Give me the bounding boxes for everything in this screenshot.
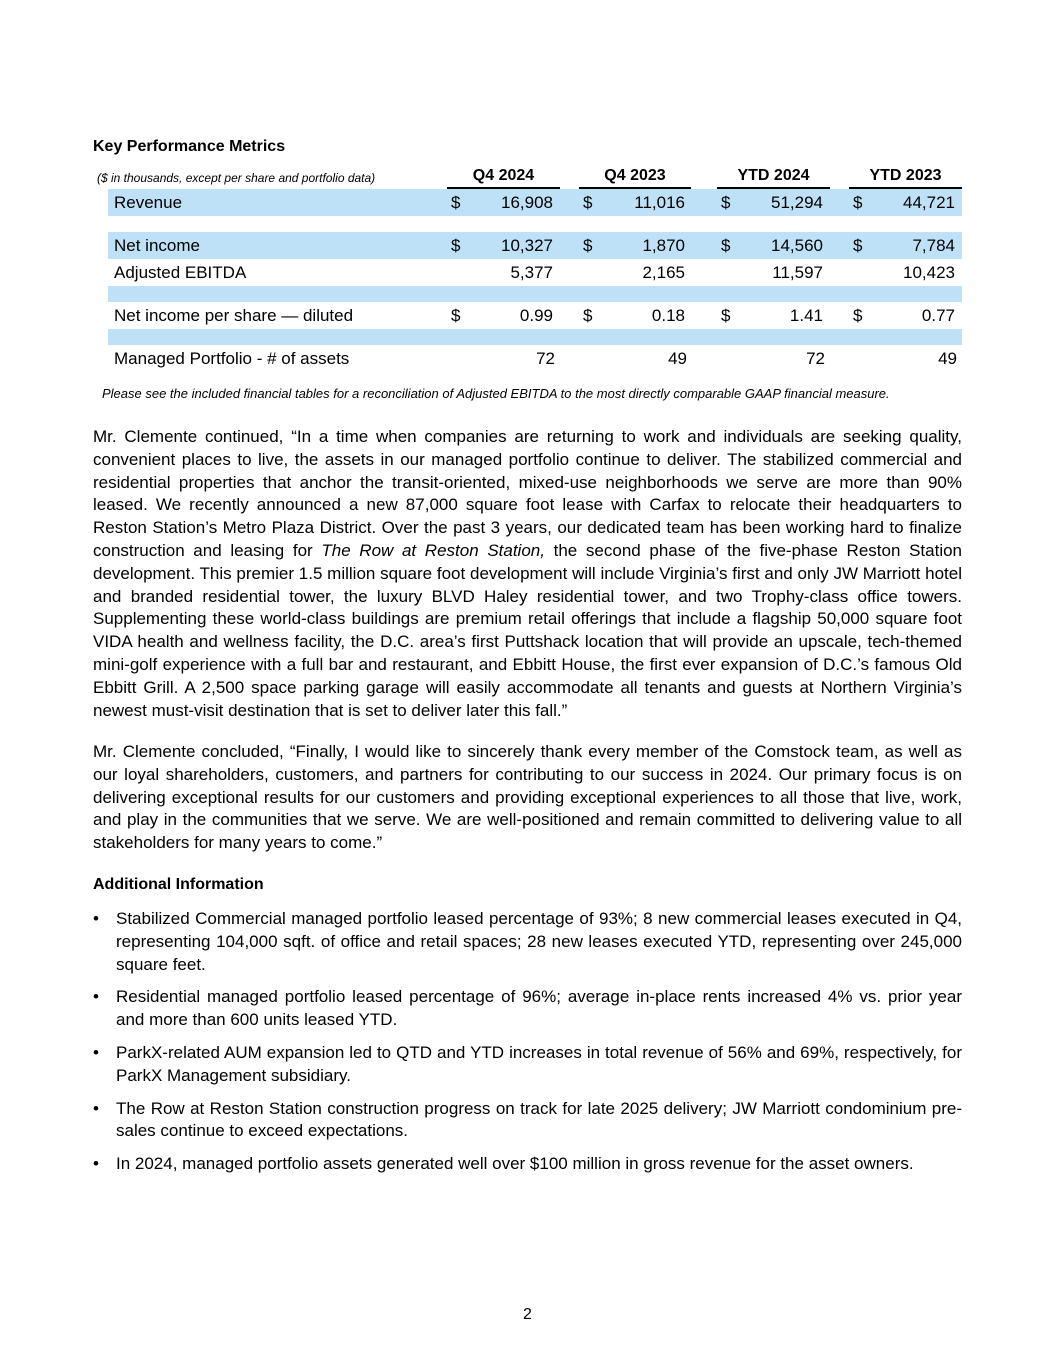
value-q4-2024: 16,908 (501, 193, 553, 212)
value-ytd-2024: 51,294 (771, 193, 823, 212)
value-ytd-2024: 1.41 (789, 306, 823, 325)
currency-symbol: $ (451, 236, 461, 255)
column-header-ytd-2024: YTD 2024 (717, 166, 830, 189)
currency-symbol: $ (583, 306, 593, 325)
metrics-footnote: Please see the included financial tables for a reconciliation of Adjusted EBITDA to the most directly comparable GAAP financial measure. (102, 386, 890, 401)
currency-symbol: $ (451, 306, 461, 325)
list-item (93, 1098, 962, 1144)
row-spacer (108, 286, 962, 302)
additional-info-list (93, 908, 962, 1186)
list-item (93, 1153, 962, 1176)
value-q4-2023: 1,870 (642, 236, 685, 255)
row-spacer (108, 216, 962, 232)
additional-info-heading: Additional Information (93, 876, 264, 893)
paragraph-italic-text: The Row at Reston Station, (321, 540, 545, 560)
value-ytd-2024: 14,560 (771, 236, 823, 255)
list-item-text: Stabilized Commercial managed portfolio leased percentage of 93%; 8 new commercial leases executed in Q4, representing 104,000 sqft. of office and retail spaces; 28 new leases executed YTD, representing over 245,000 square feet. (116, 909, 962, 974)
column-header-q4-2023: Q4 2023 (579, 166, 691, 189)
paragraph-concluded: Mr. Clemente concluded, “Finally, I would like to sincerely thank every member of the Comstock team, as well as our loyal shareholders, customers, and partners for contributing to our success in 2024. Our primary focus is on delivering exceptional results for our customers and providing exceptional experiences to all those that live, work, and play in the communities that we serve. We are well-positioned and remain committed to delivering value to all stakeholders for many years to come.” (93, 742, 962, 853)
list-item-text: In 2024, managed portfolio assets generated well over $100 million in gross revenue for the asset owners. (116, 1154, 914, 1174)
column-header-ytd-2023: YTD 2023 (849, 166, 962, 189)
list-item-text: The Row at Reston Station construction progress on track for late 2025 delivery; JW Marriott condominium pre-sales continue to exceed expectations. (116, 1098, 962, 1141)
value-ytd-2023: 0.77 (921, 306, 955, 325)
bullet: • (93, 1042, 99, 1062)
column-header-q4-2024: Q4 2024 (447, 166, 560, 189)
paragraph-text: the second phase of the five-phase Reston Station development. This premier 1.5 million square foot development will include Virginia’s first and only JW Marriott hotel and branded residential tower, the luxury BLVD Haley residential tower, and two Trophy-class office towers. Supplementing these world-class buildings are premium retail offerings that include a flagship 50,000 square foot VIDA health and wellness facility, the D.C. area’s first Puttshack location that will provide an upscale, tech-themed mini-golf experience with a full bar and restaurant, and Ebbitt House, the first ever expansion of D.C.’s famous Old Ebbitt Grill. A 2,500 space parking garage will easily accommodate all tenants and guests at Northern Virginia’s newest must-visit destination that is set to deliver later this fall.” (93, 540, 963, 720)
row-label: Adjusted EBITDA (114, 263, 247, 282)
table-row-revenue (108, 189, 962, 216)
row-label: Net income (114, 236, 200, 255)
value-ytd-2023: 49 (938, 349, 957, 368)
kpi-table (108, 189, 962, 372)
value-ytd-2023: 10,423 (903, 263, 955, 282)
currency-symbol: $ (853, 306, 863, 325)
value-ytd-2023: 7,784 (912, 236, 955, 255)
value-q4-2023: 0.18 (651, 306, 685, 325)
value-q4-2024: 72 (536, 349, 555, 368)
value-ytd-2024: 72 (806, 349, 825, 368)
table-row-adjusted-ebitda (108, 259, 962, 286)
currency-symbol: $ (451, 193, 461, 212)
list-item-text: Residential managed portfolio leased percentage of 96%; average in-place rents increased 4% vs. prior year and more than 600 units leased YTD. (116, 987, 962, 1030)
list-item (93, 986, 962, 1032)
bullet: • (93, 1098, 99, 1118)
currency-symbol: $ (721, 306, 731, 325)
value-q4-2024: 5,377 (510, 263, 553, 282)
row-label: Net income per share — diluted (114, 306, 354, 325)
currency-symbol: $ (583, 236, 593, 255)
row-spacer (108, 329, 962, 345)
bullet: • (93, 987, 99, 1007)
list-item (93, 908, 962, 976)
value-q4-2023: 2,165 (642, 263, 685, 282)
bullet: • (93, 909, 99, 928)
table-row-net-income (108, 232, 962, 259)
list-item (93, 1042, 962, 1088)
currency-symbol: $ (583, 193, 593, 212)
bullet: • (93, 1154, 99, 1174)
row-label: Revenue (114, 193, 183, 212)
currency-symbol: $ (721, 236, 731, 255)
metrics-title: Key Performance Metrics (93, 138, 286, 155)
page-number: 2 (523, 1306, 532, 1323)
list-item-text: ParkX-related AUM expansion led to QTD and YTD increases in total revenue of 56% and 69%, respectively, for ParkX Management subsidiary. (116, 1042, 962, 1085)
currency-symbol: $ (853, 236, 863, 255)
currency-symbol: $ (853, 193, 863, 212)
paragraph-text: Mr. Clemente continued, “In a time when companies are returning to work and individuals are seeking quality, convenient places to live, the assets in our managed portfolio continue to deliver. The stabilized commercial and residential properties that anchor the transit-oriented, mixed-use neighborhoods we serve are more than 90% leased. We recently announced a new 87,000 square foot lease with Carfax to relocate their headquarters to Reston Station’s Metro Plaza District. Over the past 3 years, our dedicated team has been working hard to finalize construction and leasing for (93, 427, 962, 560)
value-ytd-2024: 11,597 (772, 263, 823, 282)
value-q4-2023: 11,016 (634, 193, 685, 212)
value-ytd-2023: 44,721 (903, 193, 955, 212)
value-q4-2024: 10,327 (501, 236, 553, 255)
currency-symbol: $ (721, 193, 731, 212)
row-label: Managed Portfolio - # of assets (114, 349, 350, 368)
value-q4-2024: 0.99 (519, 306, 553, 325)
value-q4-2023: 49 (668, 349, 687, 368)
metrics-subtitle: ($ in thousands, except per share and portfolio data) (97, 171, 376, 185)
paragraph-continued (93, 426, 962, 722)
table-row-net-income-per-share (108, 302, 962, 329)
table-row-managed-portfolio-assets (108, 345, 962, 372)
